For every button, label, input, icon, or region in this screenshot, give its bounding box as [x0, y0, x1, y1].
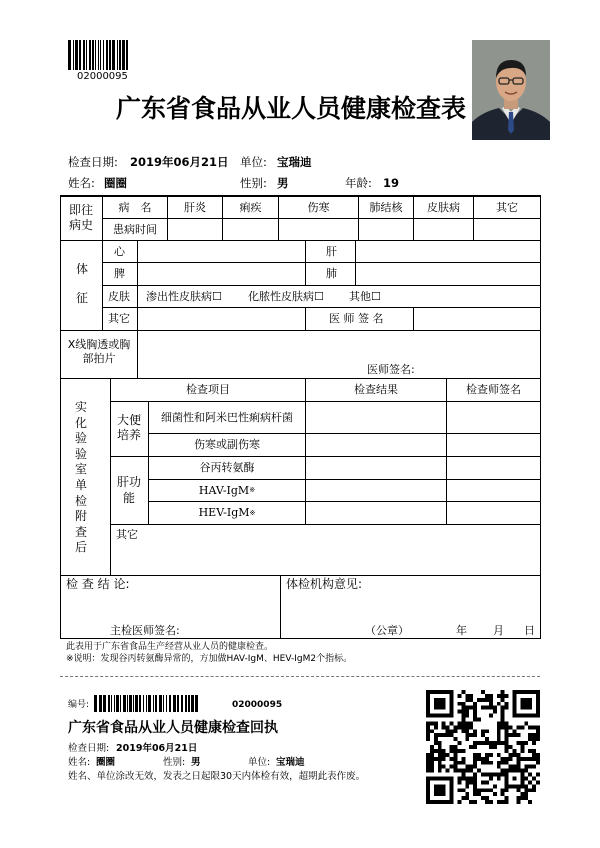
page-title: 广东省食品从业人员健康检查表 [116, 94, 467, 123]
xray-label-text: X线胸透或胸部拍片 [67, 338, 131, 365]
liver-label: 肝 [326, 245, 337, 258]
date-label: 检查日期: [68, 155, 118, 169]
heart-label: 心 [114, 245, 125, 258]
physical-other-label: 其它 [108, 312, 130, 325]
stool-item-dysentery: 细菌性和阿米巴性痢病杆菌 [161, 411, 293, 425]
name-value: 圈圈 [104, 176, 127, 190]
receipt-gender-label: 性别: [163, 757, 186, 768]
disease-other: 其它 [496, 200, 518, 214]
receipt-date-value: 2019年06月21日 [116, 743, 198, 754]
age-label: 年龄: [345, 176, 372, 190]
chief-doctor-sign: 主检医师签名: [110, 624, 180, 637]
barcode [68, 40, 130, 70]
note-line-2: ※说明：发现谷丙转氨酶异常的，方加做HAV-IgM、HEV-IgM2个指标。 [66, 654, 353, 664]
name-label: 姓名: [68, 176, 95, 190]
receipt-name-value: 圈圈 [96, 757, 116, 768]
seal-day: 日 [524, 624, 535, 637]
date-value: 2019年06月21日 [130, 155, 229, 169]
age-value: 19 [383, 176, 400, 190]
gender-label: 性别: [240, 176, 267, 190]
stool-culture-label: 大便培养 [116, 413, 141, 442]
physical-label-2: 征 [76, 291, 89, 305]
lab-col-sign: 检查师签名 [466, 383, 521, 397]
unit-label: 单位: [240, 155, 267, 169]
skin-option-exudative[interactable]: 渗出性皮肤病☐ [146, 290, 222, 303]
org-opinion-label: 体检机构意见: [286, 577, 363, 591]
liver-item-hav: HAV-IgM ※ [198, 483, 256, 497]
skin-option-purulent[interactable]: 化脓性皮肤病☐ [248, 290, 324, 303]
disease-dysentery: 痢疾 [239, 200, 262, 214]
receipt-gender-value: 男 [191, 757, 201, 768]
physical-label-1: 体 [76, 262, 89, 276]
liver-item-alt: 谷丙转氨酶 [199, 461, 255, 475]
receipt-barcode [94, 695, 200, 712]
liver-item-hev: HEV-IgM ※ [198, 506, 256, 520]
receipt-date-label: 检查日期: [68, 743, 110, 754]
disease-name-header: 病 名 [118, 200, 152, 214]
seal-year: 年 [456, 624, 467, 637]
gender-value: 男 [277, 176, 289, 190]
official-seal: （公章） [365, 624, 409, 637]
receipt-note: 姓名、单位涂改无效，发表之日起限30天内体检有效，超期此表作废。 [68, 771, 366, 782]
lung-label: 肺 [326, 267, 337, 280]
seal-month: 月 [493, 624, 504, 637]
physical-doctor-sign: 医 师 签 名 [329, 312, 384, 325]
note-line-1: 此表用于广东省食品生产经营从业人员的健康检查。 [66, 642, 274, 652]
lab-row-label: 实化验验室单检附查后 [74, 400, 97, 555]
disease-hepatitis: 肝炎 [184, 200, 206, 214]
liver-function-label: 肝功能 [116, 474, 141, 505]
receipt-no-label: 编号: [68, 700, 90, 710]
receipt-number: 02000095 [232, 700, 283, 710]
liver-item-hav-text: HAV-IgM [198, 483, 250, 497]
stool-item-typhoid: 伤寒或副伤寒 [194, 438, 260, 452]
skin-label: 皮肤 [108, 290, 130, 303]
lab-col-item: 检查项目 [186, 383, 230, 397]
receipt-name-label: 姓名: [68, 757, 91, 768]
receipt-title: 广东省食品从业人员健康检查回执 [68, 720, 278, 736]
cut-line [60, 676, 540, 677]
disease-time-header: 患病时间 [113, 222, 157, 236]
receipt-unit-value: 宝瑞迪 [276, 757, 305, 768]
spleen-label: 脾 [114, 267, 125, 280]
applicant-photo [472, 40, 550, 140]
disease-skin: 皮肤病 [427, 200, 460, 214]
history-row-label: 即往病史 [68, 203, 93, 232]
conclusion-label: 检 查 结 论: [66, 577, 130, 591]
disease-typhoid: 伤寒 [307, 200, 330, 214]
lab-col-result: 检查结果 [354, 383, 398, 397]
disease-tuberculosis: 肺结核 [369, 200, 403, 214]
lab-other-label: 其它 [116, 528, 138, 541]
qr-code [426, 690, 540, 804]
xray-doctor-sign: 医师签名: [367, 363, 415, 376]
barcode-number: 02000095 [77, 71, 128, 82]
unit-value: 宝瑞迪 [277, 155, 312, 169]
liver-item-hev-text: HEV-IgM [198, 506, 250, 520]
skin-option-other[interactable]: 其他☐ [349, 290, 381, 303]
receipt-unit-label: 单位: [248, 757, 271, 768]
